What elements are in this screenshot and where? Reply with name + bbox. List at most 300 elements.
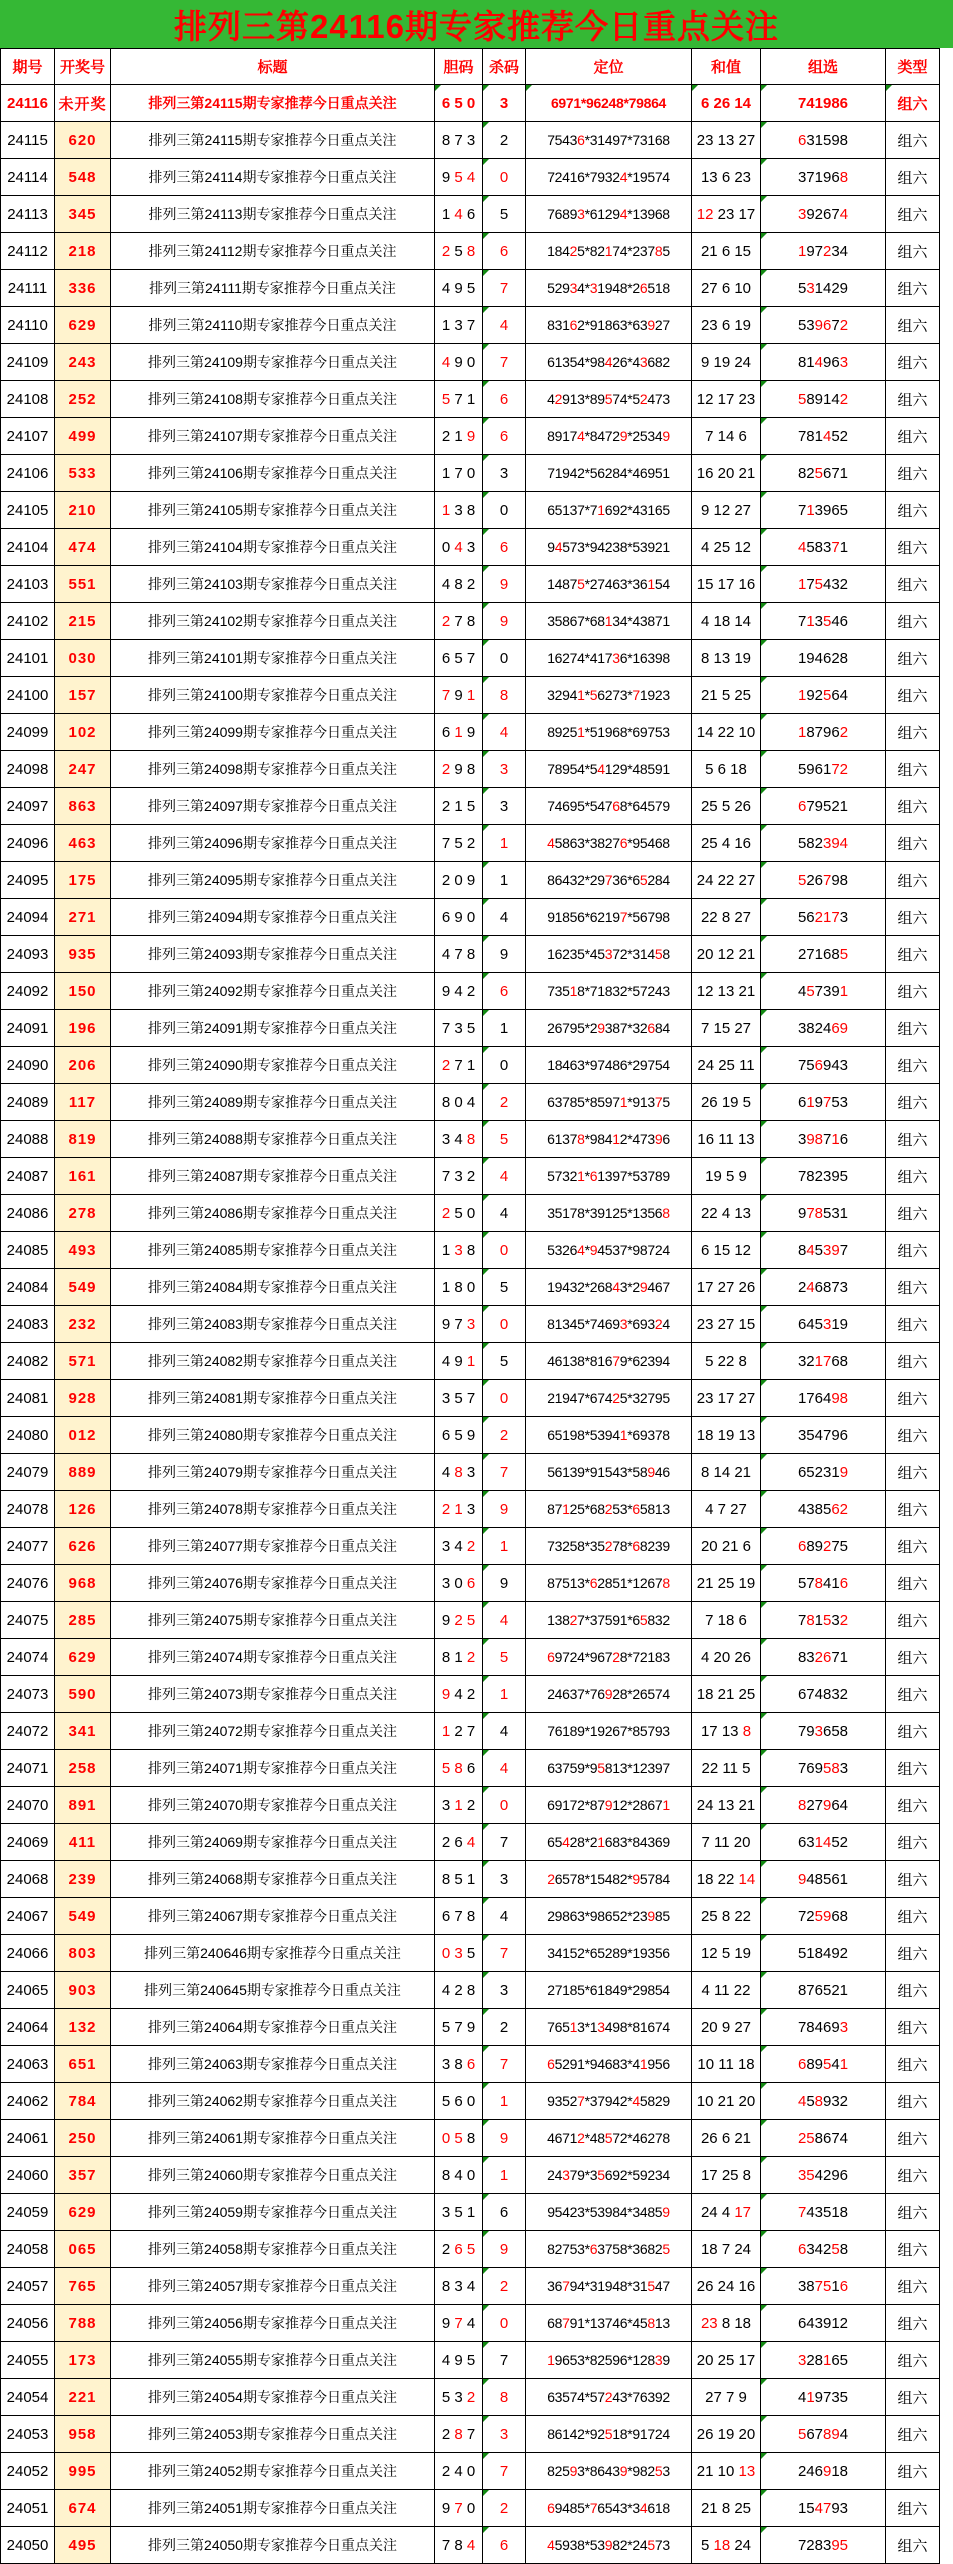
cell-sum: 22 11 5 xyxy=(692,1750,761,1787)
cell-type: 组六 xyxy=(886,1343,940,1380)
red-digit: 3 xyxy=(839,353,849,371)
red-digit: 59 xyxy=(814,1907,832,1925)
cell-type: 组六 xyxy=(886,1824,940,1861)
red-digit: 1 xyxy=(547,2352,555,2368)
red-digit: 1 xyxy=(454,1796,463,1814)
cell-group: 271685 xyxy=(761,936,886,973)
red-digit: 5 xyxy=(466,1611,476,1629)
cell-title: 排列三第24110期专家推荐今日重点关注 xyxy=(111,307,435,344)
red-digit: 6 xyxy=(547,2500,555,2516)
red-digit: 5 xyxy=(454,168,463,186)
red-digit: 4 xyxy=(562,1834,570,1850)
cell-result: 173 xyxy=(55,2342,111,2379)
red-digit: 3 xyxy=(612,650,620,666)
cell-result: 549 xyxy=(55,1269,111,1306)
red-digit: 1 xyxy=(797,242,807,260)
cell-sum: 13 6 23 xyxy=(692,159,761,196)
cell-title: 排列三第24115期专家推荐今日重点关注 xyxy=(111,122,435,159)
cell-dan: 9 5 4 xyxy=(435,159,483,196)
cell-type: 组六 xyxy=(886,2046,940,2083)
header-row xyxy=(1,49,940,85)
cell-group: 948561 xyxy=(761,1861,886,1898)
table-row xyxy=(1,2268,940,2305)
cell-period: 24068 xyxy=(1,1861,55,1898)
cell-position: 63574*57243*76392 xyxy=(526,2379,692,2416)
table-row xyxy=(1,85,940,122)
table-row xyxy=(1,751,940,788)
red-digit: 6 xyxy=(499,242,509,260)
cell-dan: 5 6 0 xyxy=(435,2083,483,2120)
cell-position: 32941*56273*71923 xyxy=(526,677,692,714)
cell-sum: 26 6 21 xyxy=(692,2120,761,2157)
cell-kill xyxy=(483,2527,526,2564)
cell-type: 组六 xyxy=(886,566,940,603)
cell-kill xyxy=(483,1602,526,1639)
red-digit: 3 xyxy=(604,946,613,962)
red-digit: 4 xyxy=(466,2536,476,2554)
red-digit: 9 xyxy=(797,1870,807,1888)
red-digit: 6 xyxy=(547,2056,555,2072)
cell-kill: 5 xyxy=(483,1343,526,1380)
cell-result: 889 xyxy=(55,1454,111,1491)
cell-group: 756943 xyxy=(761,1047,886,1084)
cell-title: 排列三第24079期专家推荐今日重点关注 xyxy=(111,1454,435,1491)
cell-dan: 9 7 4 xyxy=(435,2305,483,2342)
cell-position: 24379*35692*59234 xyxy=(526,2157,692,2194)
cell-dan: 0 3 5 xyxy=(435,1935,483,1972)
table-row xyxy=(1,1195,940,1232)
red-digit: 5 xyxy=(499,1648,509,1666)
red-digit: 3 xyxy=(454,1944,463,1962)
red-digit: 9 xyxy=(647,1908,655,1924)
cell-result: 571 xyxy=(55,1343,111,1380)
cell-sum: 6 26 14 xyxy=(692,85,761,122)
cell-period: 24103 xyxy=(1,566,55,603)
cell-type: 组六 xyxy=(886,1898,940,1935)
cell-kill xyxy=(483,1121,526,1158)
cell-dan: 8 3 4 xyxy=(435,2268,483,2305)
cell-type: 组六 xyxy=(886,862,940,899)
col-header-period: 期号 xyxy=(1,49,55,85)
cell-dan: 7 5 2 xyxy=(435,825,483,862)
cell-position: 86432*29736*65284 xyxy=(526,862,692,899)
cell-dan: 3 5 1 xyxy=(435,2194,483,2231)
cell-result: 958 xyxy=(55,2416,111,2453)
cell-kill: 9 xyxy=(483,1565,526,1602)
cell-group: 567894 xyxy=(761,2416,886,2453)
red-digit: 26 xyxy=(814,1648,832,1666)
cell-group: 578416 xyxy=(761,1565,886,1602)
cell-dan: 2 5 8 xyxy=(435,233,483,270)
cell-title: 排列三第24091期专家推荐今日重点关注 xyxy=(111,1010,435,1047)
cell-group: 832671 xyxy=(761,1639,886,1676)
cell-group: 246873 xyxy=(761,1269,886,1306)
red-digit: 4 xyxy=(604,354,613,370)
cell-type: 组六 xyxy=(886,899,940,936)
cell-group: 518492 xyxy=(761,1935,886,1972)
cell-sum: 26 24 16 xyxy=(692,2268,761,2305)
cell-dan: 6 9 0 xyxy=(435,899,483,936)
red-digit: 1 xyxy=(499,2092,509,2110)
cell-type: 组六 xyxy=(886,529,940,566)
cell-title: 排列三第24077期专家推荐今日重点关注 xyxy=(111,1528,435,1565)
cell-group: 713546 xyxy=(761,603,886,640)
red-digit: 2 xyxy=(441,1500,451,1518)
cell-sum: 26 19 5 xyxy=(692,1084,761,1121)
cell-group: 769583 xyxy=(761,1750,886,1787)
cell-sum: 21 5 25 xyxy=(692,677,761,714)
red-digit: 3 xyxy=(823,1315,832,1333)
cell-position: 78954*54129*48591 xyxy=(526,751,692,788)
cell-type: 组六 xyxy=(886,1565,940,1602)
red-digit: 0 xyxy=(499,168,509,186)
cell-type: 组六 xyxy=(886,1195,940,1232)
cell-sum: 15 17 16 xyxy=(692,566,761,603)
red-digit: 5 xyxy=(654,946,663,962)
cell-title: 排列三第24070期专家推荐今日重点关注 xyxy=(111,1787,435,1824)
red-digit: 8 xyxy=(662,1205,670,1221)
cell-result: 548 xyxy=(55,159,111,196)
cell-period: 24075 xyxy=(1,1602,55,1639)
red-digit: 1 xyxy=(499,834,509,852)
cell-title: 排列三第24075期专家推荐今日重点关注 xyxy=(111,1602,435,1639)
cell-position: 46138*81679*62394 xyxy=(526,1343,692,1380)
cell-position: 75436*31497*73168 xyxy=(526,122,692,159)
cell-sum: 22 8 27 xyxy=(692,899,761,936)
red-digit: 1 xyxy=(797,723,807,741)
cell-result: 651 xyxy=(55,2046,111,2083)
table-row xyxy=(1,640,940,677)
cell-type: 组六 xyxy=(886,751,940,788)
red-digit: 4 xyxy=(823,427,832,445)
cell-result: 117 xyxy=(55,1084,111,1121)
red-digit: 9 xyxy=(499,1500,509,1518)
red-digit: 0 xyxy=(499,1241,509,1259)
cell-period: 24106 xyxy=(1,455,55,492)
cell-type: 组六 xyxy=(886,2120,940,2157)
red-digit: 0 xyxy=(499,1315,509,1333)
table-row xyxy=(1,1380,940,1417)
red-digit: 1 xyxy=(806,501,815,519)
red-digit: 4 xyxy=(441,353,451,371)
table-row xyxy=(1,2453,940,2490)
cell-sum: 12 23 17 xyxy=(692,196,761,233)
cell-position: 52934*31948*26518 xyxy=(526,270,692,307)
cell-position: 82753*63758*36825 xyxy=(526,2231,692,2268)
red-digit: 5 xyxy=(441,1759,451,1777)
cell-sum: 24 4 17 xyxy=(692,2194,761,2231)
cell-type: 组六 xyxy=(886,1380,940,1417)
cell-group: 743518 xyxy=(761,2194,886,2231)
red-digit: 9 xyxy=(662,2204,670,2220)
cell-group: 531429 xyxy=(761,270,886,307)
cell-title: 排列三第240645期专家推荐今日重点关注 xyxy=(111,1972,435,2009)
cell-period: 24098 xyxy=(1,751,55,788)
cell-sum: 24 13 21 xyxy=(692,1787,761,1824)
cell-result: 968 xyxy=(55,1565,111,1602)
cell-type: 组六 xyxy=(886,2194,940,2231)
cell-group: 246918 xyxy=(761,2453,886,2490)
red-digit: 7 xyxy=(654,1094,663,1110)
red-digit: 6 xyxy=(632,1538,640,1554)
cell-position: 19653*82596*12839 xyxy=(526,2342,692,2379)
cell-title: 排列三第24082期专家推荐今日重点关注 xyxy=(111,1343,435,1380)
cell-position: 69172*87912*28671 xyxy=(526,1787,692,1824)
cell-title: 排列三第24092期专家推荐今日重点关注 xyxy=(111,973,435,1010)
cell-sum: 25 8 22 xyxy=(692,1898,761,1935)
cell-type: 组六 xyxy=(886,2490,940,2527)
red-digit: 9 xyxy=(597,1020,605,1036)
cell-sum: 18 19 13 xyxy=(692,1417,761,1454)
cell-dan: 5 3 2 xyxy=(435,2379,483,2416)
red-digit: 3 xyxy=(839,2018,849,2036)
cell-kill: 0 xyxy=(483,640,526,677)
red-digit: 5 xyxy=(814,464,823,482)
table-row xyxy=(1,1084,940,1121)
cell-position: 87513*62851*12678 xyxy=(526,1565,692,1602)
red-digit: 1 xyxy=(597,502,605,518)
red-digit: 2 xyxy=(547,1871,555,1887)
red-digit: 4 xyxy=(466,168,476,186)
red-digit: 1 xyxy=(662,1797,670,1813)
red-digit: 9 xyxy=(589,1242,598,1258)
cell-period: 24101 xyxy=(1,640,55,677)
cell-sum: 12 13 21 xyxy=(692,973,761,1010)
cell-title: 排列三第24093期专家推荐今日重点关注 xyxy=(111,936,435,973)
red-digit: 5 xyxy=(639,1612,648,1628)
red-digit: 4 xyxy=(499,1611,509,1629)
cell-type: 组六 xyxy=(886,1454,940,1491)
red-digit: 9 xyxy=(839,1463,849,1481)
cell-position: 36794*31948*31547 xyxy=(526,2268,692,2305)
red-digit: 9 xyxy=(662,428,670,444)
red-digit: 1 xyxy=(619,1427,628,1443)
cell-position: 34152*65289*19356 xyxy=(526,1935,692,1972)
cell-kill xyxy=(483,2231,526,2268)
cell-result: 590 xyxy=(55,1676,111,1713)
red-digit: 2 xyxy=(839,316,849,334)
red-digit: 9 xyxy=(639,1279,648,1295)
cell-dan: 5 7 1 xyxy=(435,381,483,418)
red-digit: 5 xyxy=(647,2278,655,2294)
red-digit: 7 xyxy=(499,2055,509,2073)
table-row xyxy=(1,159,940,196)
col-header-group: 组选 xyxy=(761,49,886,85)
red-digit: 6 xyxy=(797,2240,807,2258)
red-digit: 8 xyxy=(797,1796,807,1814)
red-digit: 2 xyxy=(604,1501,613,1517)
cell-type: 组六 xyxy=(886,788,940,825)
red-digit: 1 xyxy=(569,983,578,999)
cell-position: 86142*92518*91724 xyxy=(526,2416,692,2453)
red-digit: 2 xyxy=(569,243,578,259)
red-digit: 1 xyxy=(612,1131,620,1147)
cell-type: 组六 xyxy=(886,1232,940,1269)
cell-type: 组六 xyxy=(886,307,940,344)
cell-type: 组六 xyxy=(886,85,940,122)
red-digit: 5 xyxy=(441,390,451,408)
table-row xyxy=(1,1417,940,1454)
red-digit: 7 xyxy=(619,909,628,925)
cell-position: 35178*39125*13568 xyxy=(526,1195,692,1232)
cell-sum: 20 12 21 xyxy=(692,936,761,973)
cell-title: 排列三第24073期专家推荐今日重点关注 xyxy=(111,1676,435,1713)
red-digit: 5 xyxy=(577,576,585,592)
col-header-type: 类型 xyxy=(886,49,940,85)
cell-period: 24067 xyxy=(1,1898,55,1935)
cell-kill: 2 xyxy=(483,122,526,159)
red-digit: 2 xyxy=(639,391,648,407)
table-row xyxy=(1,1713,940,1750)
cell-result: 243 xyxy=(55,344,111,381)
cell-sum: 27 6 10 xyxy=(692,270,761,307)
red-digit: 7 xyxy=(454,2499,463,2517)
cell-kill xyxy=(483,2490,526,2527)
cell-position: 71942*56284*46951 xyxy=(526,455,692,492)
cell-title: 排列三第24104期专家推荐今日重点关注 xyxy=(111,529,435,566)
cell-sum: 23 27 15 xyxy=(692,1306,761,1343)
cell-period: 24066 xyxy=(1,1935,55,1972)
red-digit: 6 xyxy=(454,2240,463,2258)
cell-sum: 18 21 25 xyxy=(692,1676,761,1713)
cell-dan: 7 9 1 xyxy=(435,677,483,714)
red-digit: 1 xyxy=(806,1093,815,1111)
cell-group: 631598 xyxy=(761,122,886,159)
red-digit: 1 xyxy=(839,982,849,1000)
cell-type: 组六 xyxy=(886,233,940,270)
cell-period: 24062 xyxy=(1,2083,55,2120)
cell-dan: 6 1 9 xyxy=(435,714,483,751)
cell-type: 组六 xyxy=(886,1861,940,1898)
red-digit: 6 xyxy=(647,1020,655,1036)
table-row xyxy=(1,2231,940,2268)
red-digit: 2 xyxy=(577,2130,585,2146)
red-digit: 1 xyxy=(797,575,807,593)
cell-dan: 9 4 2 xyxy=(435,973,483,1010)
cell-kill: 4 xyxy=(483,1898,526,1935)
cell-period: 24085 xyxy=(1,1232,55,1269)
red-digit: 9 xyxy=(823,2462,832,2480)
cell-period: 24079 xyxy=(1,1454,55,1491)
cell-group: 793658 xyxy=(761,1713,886,1750)
red-digit: 1 xyxy=(569,2019,578,2035)
cell-sum: 23 13 27 xyxy=(692,122,761,159)
table-row xyxy=(1,1491,940,1528)
cell-group: 845397 xyxy=(761,1232,886,1269)
cell-result: 928 xyxy=(55,1380,111,1417)
cell-type: 组六 xyxy=(886,1158,940,1195)
red-digit: 7 xyxy=(499,2462,509,2480)
table-row xyxy=(1,344,940,381)
red-digit: 7 xyxy=(612,1353,620,1369)
red-digit: 4 xyxy=(577,1242,585,1258)
cell-result: 336 xyxy=(55,270,111,307)
cell-group: 382469 xyxy=(761,1010,886,1047)
cell-result: 030 xyxy=(55,640,111,677)
cell-kill xyxy=(483,2305,526,2342)
cell-sum: 7 18 6 xyxy=(692,1602,761,1639)
table-row xyxy=(1,1898,940,1935)
red-digit: 2 xyxy=(466,1648,476,1666)
cell-kill xyxy=(483,677,526,714)
red-digit: 1 xyxy=(499,1685,509,1703)
red-digit: 9 xyxy=(604,2537,613,2553)
cell-period: 24090 xyxy=(1,1047,55,1084)
table-row xyxy=(1,529,940,566)
cell-type: 组六 xyxy=(886,1750,940,1787)
cell-dan: 6 5 0 xyxy=(435,85,483,122)
red-digit: 3 xyxy=(562,2167,570,2183)
cell-result: 626 xyxy=(55,1528,111,1565)
red-digit: 3 xyxy=(797,205,807,223)
red-digit: 5 xyxy=(797,2425,807,2443)
red-digit: 1 xyxy=(823,2351,832,2369)
red-digit: 8 xyxy=(577,1131,585,1147)
cell-sum: 9 12 27 xyxy=(692,492,761,529)
cell-sum: 18 7 24 xyxy=(692,2231,761,2268)
red-digit: 9 xyxy=(499,575,509,593)
red-digit: 23 xyxy=(700,2314,718,2332)
red-digit: 6 xyxy=(797,2055,807,2073)
cell-kill: 9 xyxy=(483,936,526,973)
red-digit: 2 xyxy=(839,390,849,408)
cell-result: 247 xyxy=(55,751,111,788)
red-digit: 4 xyxy=(466,1833,476,1851)
cell-result: 102 xyxy=(55,714,111,751)
cell-position: 68791*13746*45813 xyxy=(526,2305,692,2342)
cell-period: 24100 xyxy=(1,677,55,714)
cell-type: 组六 xyxy=(886,640,940,677)
cell-dan: 1 2 7 xyxy=(435,1713,483,1750)
red-digit: 4 xyxy=(499,723,509,741)
cell-group: 458371 xyxy=(761,529,886,566)
cell-kill xyxy=(483,1528,526,1565)
cell-result: 935 xyxy=(55,936,111,973)
cell-sum: 8 14 21 xyxy=(692,1454,761,1491)
red-digit: 1 xyxy=(647,576,655,592)
table-row xyxy=(1,899,940,936)
red-digit: 2 xyxy=(499,2277,509,2295)
red-digit: 1 xyxy=(639,2056,648,2072)
cell-type: 组六 xyxy=(886,825,940,862)
cell-title: 排列三第24072期专家推荐今日重点关注 xyxy=(111,1713,435,1750)
red-digit: 7 xyxy=(562,2278,570,2294)
cell-period: 24056 xyxy=(1,2305,55,2342)
cell-result: 903 xyxy=(55,1972,111,2009)
cell-type: 组六 xyxy=(886,1047,940,1084)
cell-type: 组六 xyxy=(886,603,940,640)
red-digit: 0 xyxy=(499,1389,509,1407)
table-row xyxy=(1,1787,940,1824)
cell-position: 46712*48572*46278 xyxy=(526,2120,692,2157)
cell-kill: 3 xyxy=(483,85,526,122)
cell-type: 组六 xyxy=(886,2342,940,2379)
cell-kill xyxy=(483,307,526,344)
cell-period: 24087 xyxy=(1,1158,55,1195)
table-row xyxy=(1,2379,940,2416)
table-row xyxy=(1,2490,940,2527)
cell-position: 82593*86439*98253 xyxy=(526,2453,692,2490)
cell-result: 126 xyxy=(55,1491,111,1528)
red-digit: 3 xyxy=(499,2425,509,2443)
cell-position: 74695*54768*64579 xyxy=(526,788,692,825)
red-digit: 2 xyxy=(441,1056,451,1074)
red-digit: 9 xyxy=(499,2240,509,2258)
cell-sum: 23 6 19 xyxy=(692,307,761,344)
red-digit: 7 xyxy=(499,353,509,371)
table-row xyxy=(1,492,940,529)
red-digit: 9 xyxy=(654,1131,663,1147)
